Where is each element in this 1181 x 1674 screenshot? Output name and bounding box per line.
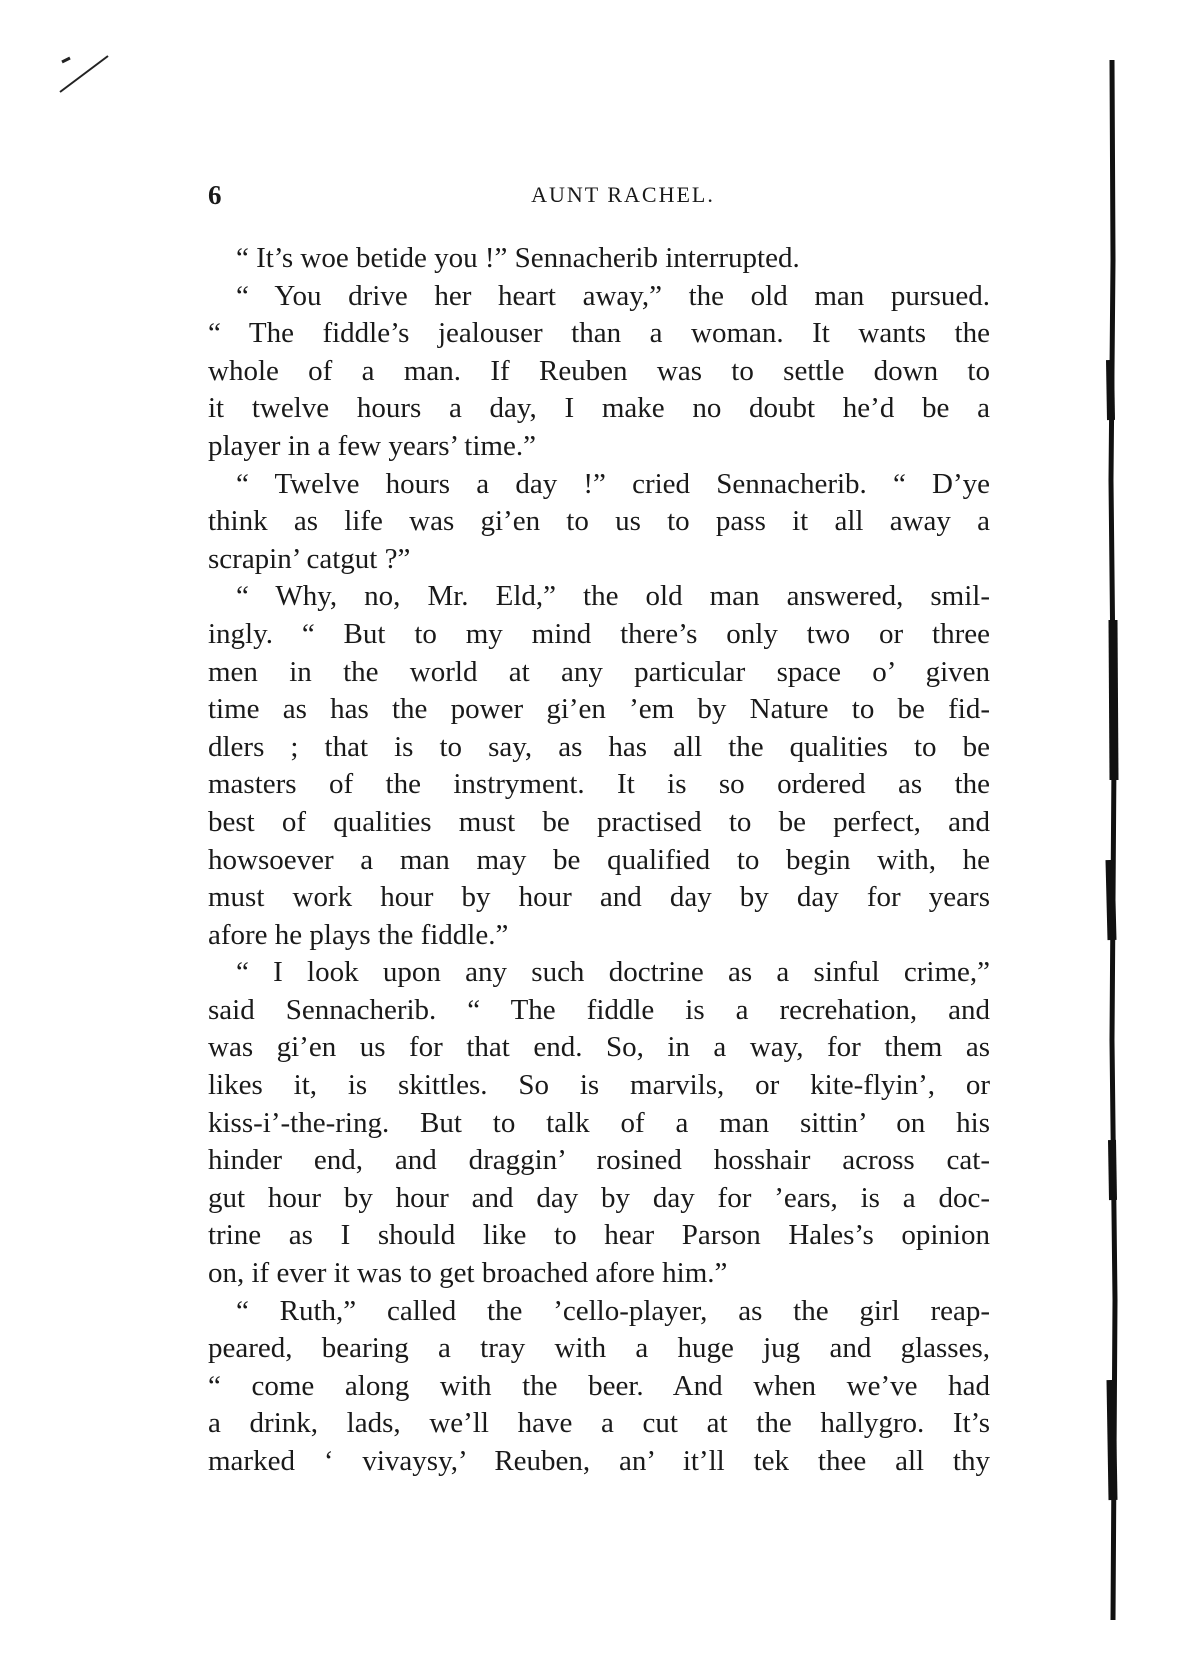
text-line: “ I look upon any such doctrine as a sinful crime,” — [236, 956, 990, 989]
text-line: “ come along with the beer. And when we’ve had — [208, 1369, 990, 1402]
text-line: men in the world at any particular space o’ given — [208, 655, 990, 688]
text-line: howsoever a man may be qualified to begin with, he — [208, 843, 990, 876]
text-line: a drink, lads, we’ll have a cut at the hallygro. It’s — [208, 1407, 990, 1440]
text-line: scrapin’ catgut ?” — [208, 542, 411, 575]
text-line: think as life was gi’en to us to pass it all away a — [208, 505, 990, 538]
text-line: whole of a man. If Reuben was to settle down to — [208, 354, 990, 387]
text-line: “ You drive her heart away,” the old man pursued. — [236, 279, 990, 312]
page-number: 6 — [208, 180, 222, 210]
text-line: “ Twelve hours a day !” cried Sennacherib. “ D’ye — [236, 467, 990, 500]
text-line: “ Ruth,” called the ’cello-player, as the girl reap- — [236, 1294, 990, 1327]
running-title: AUNT RACHEL. — [531, 182, 715, 207]
text-line: hinder end, and draggin’ rosined hosshair across cat- — [208, 1144, 990, 1177]
text-line: “ Why, no, Mr. Eld,” the old man answered, smil- — [236, 580, 990, 613]
text-line: on, if ever it was to get broached afore him.” — [208, 1257, 728, 1290]
text-line: best of qualities must be practised to be perfect, and — [208, 805, 990, 838]
paragraph — [208, 466, 990, 579]
text-line: peared, bearing a tray with a huge jug and glasses, — [208, 1332, 990, 1365]
text-line: trine as I should like to hear Parson Hales’s opinion — [208, 1219, 990, 1252]
text-line: said Sennacherib. “ The fiddle is a recrehation, and — [208, 993, 990, 1026]
text-line: kiss-i’-the-ring. But to talk of a man sittin’ on his — [208, 1106, 990, 1139]
paragraph — [208, 954, 990, 1292]
text-body — [208, 240, 990, 1481]
text-line: afore he plays the fiddle.” — [208, 918, 509, 951]
text-line: “ It’s woe betide you !” Sennacherib interrupted. — [236, 242, 800, 274]
running-head — [208, 180, 998, 220]
text-line: player in a few years’ time.” — [208, 429, 536, 462]
paragraph — [208, 1293, 990, 1481]
text-line: masters of the instryment. It is so ordered as the — [208, 768, 990, 801]
text-line: must work hour by hour and day by day for years — [208, 881, 990, 914]
paragraph — [208, 240, 990, 278]
page-edge-shadow — [1104, 60, 1134, 1620]
text-line: “ The fiddle’s jealouser than a woman. It wants the — [208, 317, 990, 350]
text-line: ingly. “ But to my mind there’s only two or three — [208, 617, 990, 650]
text-line: likes it, is skittles. So is marvils, or kite-flyin’, or — [208, 1069, 990, 1102]
text-line: gut hour by hour and day by day for ’ears, is a doc- — [208, 1181, 990, 1214]
text-line: it twelve hours a day, I make no doubt he’d be a — [208, 392, 990, 425]
pencil-mark — [58, 52, 118, 102]
paragraph — [208, 578, 990, 954]
text-line: time as has the power gi’en ’em by Nature to be fid- — [208, 693, 990, 726]
paragraph — [208, 278, 990, 466]
text-line: marked ‘ vivaysy,’ Reuben, an’ it’ll tek thee all thy — [208, 1445, 990, 1477]
text-line: was gi’en us for that end. So, in a way, for them as — [208, 1031, 990, 1064]
text-line: dlers ; that is to say, as has all the qualities to be — [208, 730, 990, 763]
